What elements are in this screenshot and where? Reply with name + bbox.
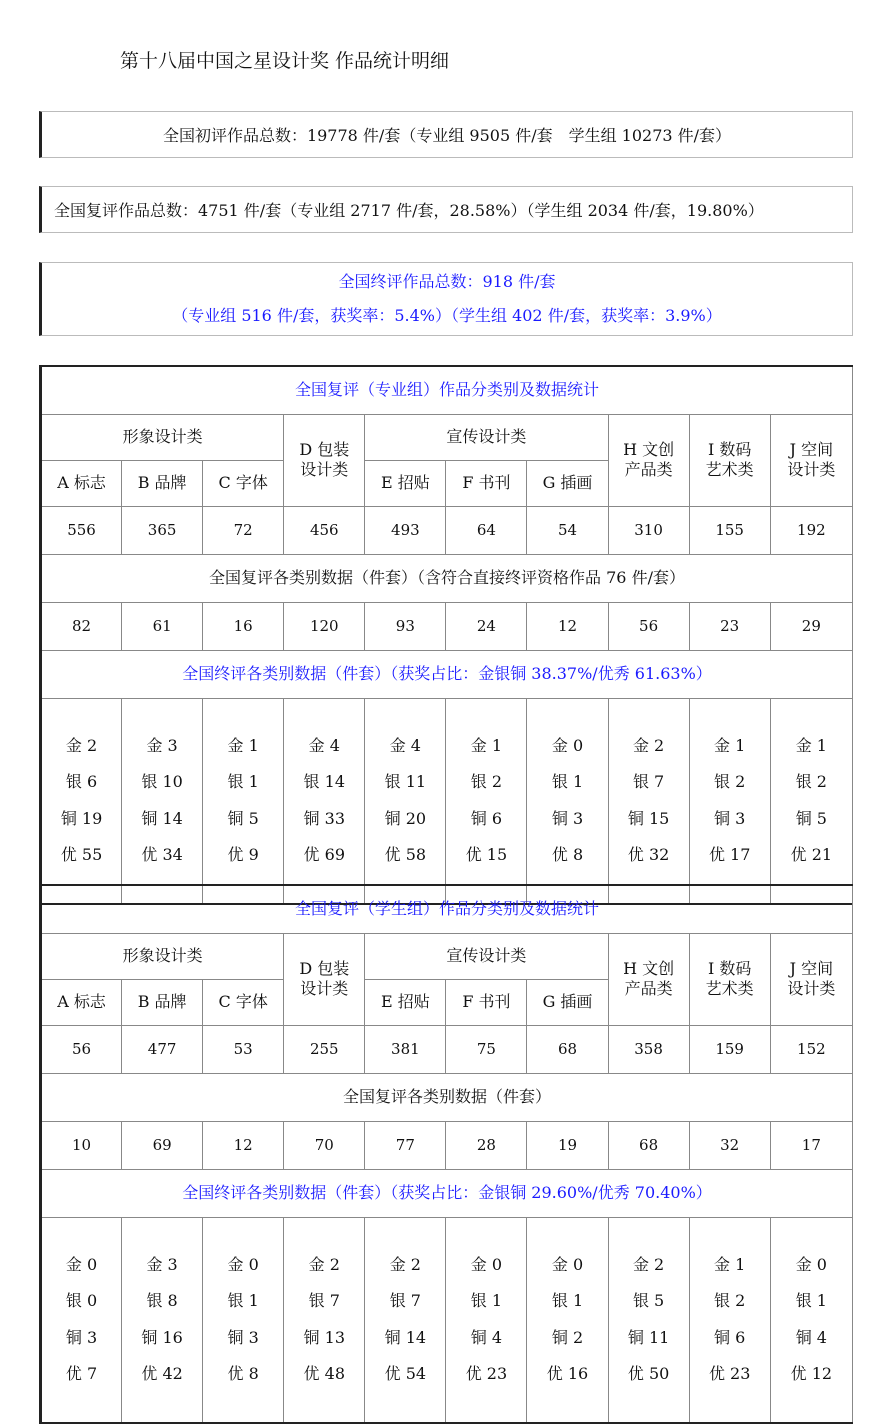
award-count: 优 23 xyxy=(708,1364,751,1383)
value-cell: 29 xyxy=(770,602,852,650)
award-count: 优 15 xyxy=(465,845,508,864)
award-count: 银 2 xyxy=(714,1291,746,1310)
award-count: 金 1 xyxy=(714,1254,746,1274)
value-cell: 77 xyxy=(365,1121,446,1169)
award-count: 铜 11 xyxy=(627,1327,670,1347)
award-count: 银 1 xyxy=(795,1291,827,1310)
value-cell: 381 xyxy=(365,1025,446,1073)
pro-final-header: 全国终评各类别数据（件套）（获奖占比：金银铜 38.37%/优秀 61.63%） xyxy=(41,650,853,698)
award-cell xyxy=(203,698,284,904)
award-count: 优 69 xyxy=(303,845,345,864)
value-cell: 358 xyxy=(608,1025,689,1073)
value-cell: 32 xyxy=(689,1121,770,1169)
value-cell: 310 xyxy=(608,506,689,554)
award-count: 银 2 xyxy=(795,772,827,791)
cat-f: F 书刊 xyxy=(446,460,527,506)
stu-initial-values-row xyxy=(41,1025,853,1073)
award-count: 金 2 xyxy=(389,1254,421,1274)
final-total-line1: 全国终评作品总数：918 件/套 xyxy=(338,272,556,291)
cat-f: F 书刊 xyxy=(446,979,527,1025)
stu-table-header: 全国复评（学生组）作品分类别及数据统计 xyxy=(41,885,853,933)
review-total-text: 全国复评作品总数：4751 件/套（专业组 2717 件/套，28.58%）（学生组 2034 件/套，19.80%） xyxy=(54,201,764,220)
award-count: 金 2 xyxy=(632,735,665,755)
award-count: 金 0 xyxy=(551,735,584,755)
value-cell: 17 xyxy=(770,1121,852,1169)
pro-table-header: 全国复评（专业组）作品分类别及数据统计 xyxy=(41,366,853,414)
value-cell: 68 xyxy=(527,1025,608,1073)
value-cell: 61 xyxy=(122,602,203,650)
initial-total-text: 全国初评作品总数：19778 件/套（专业组 9505 件/套 学生组 10273 件/套） xyxy=(162,126,732,145)
award-cell xyxy=(41,698,122,904)
award-count: 优 23 xyxy=(465,1364,508,1383)
value-cell: 12 xyxy=(527,602,608,650)
award-count: 优 54 xyxy=(384,1364,427,1383)
award-cell xyxy=(203,1217,284,1423)
cat-c: C 字体 xyxy=(203,460,284,506)
award-cell xyxy=(689,698,770,904)
award-count: 金 0 xyxy=(795,1254,827,1274)
cat-j: J 空间 设计类 xyxy=(770,414,852,506)
award-count: 金 1 xyxy=(795,735,827,755)
award-count: 优 9 xyxy=(227,845,259,864)
award-count: 金 2 xyxy=(632,1254,665,1274)
award-count: 银 7 xyxy=(308,1291,340,1310)
review-total-box xyxy=(39,186,853,233)
award-count: 银 5 xyxy=(632,1291,665,1310)
cat-a: A 标志 xyxy=(41,460,122,506)
award-count: 铜 4 xyxy=(470,1327,503,1347)
award-count: 铜 2 xyxy=(551,1327,584,1347)
cat-h: H 文创 产品类 xyxy=(608,933,689,1025)
award-count: 铜 3 xyxy=(227,1327,259,1347)
cat-g: G 插画 xyxy=(527,979,608,1025)
award-count: 金 1 xyxy=(470,735,503,755)
award-count: 铜 15 xyxy=(627,808,670,828)
award-count: 优 8 xyxy=(551,845,584,864)
award-cell xyxy=(608,1217,689,1423)
award-count: 金 0 xyxy=(227,1254,259,1274)
award-count: 铜 33 xyxy=(303,808,345,828)
award-cell xyxy=(365,698,446,904)
award-cell xyxy=(770,698,852,904)
pro-initial-values-row xyxy=(41,506,853,554)
final-total-line2: （专业组 516 件/套，获奖率：5.4%）（学生组 402 件/套，获奖率：3.9%） xyxy=(172,306,722,325)
award-cell xyxy=(284,698,365,904)
value-cell: 23 xyxy=(689,602,770,650)
value-cell: 82 xyxy=(41,602,122,650)
value-cell: 56 xyxy=(41,1025,122,1073)
award-count: 银 10 xyxy=(141,772,183,791)
value-cell: 159 xyxy=(689,1025,770,1073)
value-cell: 477 xyxy=(122,1025,203,1073)
award-cell xyxy=(446,698,527,904)
cat-group-promo: 宣传设计类 xyxy=(365,933,608,979)
award-count: 银 1 xyxy=(551,1291,584,1310)
award-count: 银 7 xyxy=(389,1291,421,1310)
award-count: 金 1 xyxy=(227,735,259,755)
award-count: 银 7 xyxy=(632,772,665,791)
award-cell xyxy=(122,698,203,904)
value-cell: 72 xyxy=(203,506,284,554)
award-count: 银 1 xyxy=(551,772,584,791)
cat-i: I 数码 艺术类 xyxy=(689,414,770,506)
award-count: 铜 13 xyxy=(303,1327,345,1347)
award-cell xyxy=(770,1217,852,1423)
value-cell: 365 xyxy=(122,506,203,554)
award-cell xyxy=(122,1217,203,1423)
pro-awards-row xyxy=(41,698,853,904)
cat-e: E 招贴 xyxy=(365,979,446,1025)
value-cell: 493 xyxy=(365,506,446,554)
final-total-box xyxy=(39,262,853,336)
value-cell: 56 xyxy=(608,602,689,650)
award-cell xyxy=(446,1217,527,1423)
cat-d: D 包装 设计类 xyxy=(284,414,365,506)
award-count: 铜 6 xyxy=(470,808,503,828)
award-count: 优 17 xyxy=(708,845,751,864)
value-cell: 70 xyxy=(284,1121,365,1169)
stu-stats-table xyxy=(39,884,853,1424)
value-cell: 93 xyxy=(365,602,446,650)
award-count: 优 16 xyxy=(546,1364,589,1383)
award-count: 银 1 xyxy=(470,1291,503,1310)
cat-group-image: 形象设计类 xyxy=(41,414,284,460)
award-count: 金 4 xyxy=(308,735,340,755)
value-cell: 120 xyxy=(284,602,365,650)
award-cell xyxy=(527,698,608,904)
award-cell xyxy=(689,1217,770,1423)
stu-final-header: 全国终评各类别数据（件套）（获奖占比：金银铜 29.60%/优秀 70.40%） xyxy=(41,1169,853,1217)
award-cell xyxy=(284,1217,365,1423)
award-count: 银 8 xyxy=(146,1291,178,1310)
pro-stats-table xyxy=(39,365,853,905)
value-cell: 24 xyxy=(446,602,527,650)
cat-a: A 标志 xyxy=(41,979,122,1025)
award-count: 优 42 xyxy=(141,1364,183,1383)
award-count: 优 32 xyxy=(627,845,670,864)
award-count: 铜 3 xyxy=(551,808,584,828)
award-count: 金 2 xyxy=(308,1254,340,1274)
award-count: 优 48 xyxy=(303,1364,345,1383)
award-count: 铜 5 xyxy=(795,808,827,828)
initial-total-box xyxy=(39,111,853,158)
page-title: 第十八届中国之星设计奖 作品统计明细 xyxy=(120,50,450,72)
award-count: 优 34 xyxy=(141,845,183,864)
award-count: 银 11 xyxy=(384,772,427,791)
award-count: 铜 16 xyxy=(141,1327,183,1347)
value-cell: 556 xyxy=(41,506,122,554)
value-cell: 68 xyxy=(608,1121,689,1169)
value-cell: 64 xyxy=(446,506,527,554)
value-cell: 16 xyxy=(203,602,284,650)
value-cell: 456 xyxy=(284,506,365,554)
award-count: 银 1 xyxy=(227,772,259,791)
award-cell xyxy=(365,1217,446,1423)
cat-group-image: 形象设计类 xyxy=(41,933,284,979)
cat-i: I 数码 艺术类 xyxy=(689,933,770,1025)
cat-g: G 插画 xyxy=(527,460,608,506)
award-count: 铜 19 xyxy=(60,808,103,828)
cat-j: J 空间 设计类 xyxy=(770,933,852,1025)
award-cell xyxy=(41,1217,122,1423)
award-count: 金 0 xyxy=(551,1254,584,1274)
award-count: 银 2 xyxy=(714,772,746,791)
award-count: 银 1 xyxy=(227,1291,259,1310)
award-cell xyxy=(608,698,689,904)
pro-review-values-row xyxy=(41,602,853,650)
cat-h: H 文创 产品类 xyxy=(608,414,689,506)
cat-b: B 品牌 xyxy=(122,460,203,506)
award-count: 优 50 xyxy=(627,1364,670,1383)
cat-e: E 招贴 xyxy=(365,460,446,506)
stu-review-header: 全国复评各类别数据（件套） xyxy=(41,1073,853,1121)
value-cell: 19 xyxy=(527,1121,608,1169)
award-count: 铜 14 xyxy=(384,1327,427,1347)
award-count: 银 2 xyxy=(470,772,503,791)
award-count: 铜 3 xyxy=(714,808,746,828)
value-cell: 10 xyxy=(41,1121,122,1169)
award-count: 铜 20 xyxy=(384,808,427,828)
award-count: 优 7 xyxy=(65,1364,98,1383)
cat-d: D 包装 设计类 xyxy=(284,933,365,1025)
cat-group-promo: 宣传设计类 xyxy=(365,414,608,460)
award-count: 金 3 xyxy=(146,735,178,755)
value-cell: 255 xyxy=(284,1025,365,1073)
award-count: 优 58 xyxy=(384,845,427,864)
award-cell xyxy=(527,1217,608,1423)
award-count: 优 12 xyxy=(790,1364,833,1383)
value-cell: 28 xyxy=(446,1121,527,1169)
stu-awards-row xyxy=(41,1217,853,1423)
value-cell: 69 xyxy=(122,1121,203,1169)
value-cell: 192 xyxy=(770,506,852,554)
value-cell: 75 xyxy=(446,1025,527,1073)
award-count: 优 21 xyxy=(790,845,833,864)
award-count: 金 0 xyxy=(65,1254,98,1274)
value-cell: 155 xyxy=(689,506,770,554)
value-cell: 53 xyxy=(203,1025,284,1073)
award-count: 金 3 xyxy=(146,1254,178,1274)
award-count: 金 0 xyxy=(470,1254,503,1274)
award-count: 金 2 xyxy=(65,735,98,755)
value-cell: 152 xyxy=(770,1025,852,1073)
award-count: 优 8 xyxy=(227,1364,259,1383)
cat-c: C 字体 xyxy=(203,979,284,1025)
award-count: 铜 3 xyxy=(65,1327,98,1347)
award-count: 铜 5 xyxy=(227,808,259,828)
stu-review-values-row xyxy=(41,1121,853,1169)
award-count: 银 6 xyxy=(65,772,98,791)
cat-b: B 品牌 xyxy=(122,979,203,1025)
value-cell: 12 xyxy=(203,1121,284,1169)
award-count: 铜 6 xyxy=(714,1327,746,1347)
award-count: 铜 4 xyxy=(795,1327,827,1347)
value-cell: 54 xyxy=(527,506,608,554)
award-count: 金 1 xyxy=(714,735,746,755)
pro-review-header: 全国复评各类别数据（件套）（含符合直接终评资格作品 76 件/套） xyxy=(41,554,853,602)
award-count: 银 14 xyxy=(303,772,345,791)
award-count: 优 55 xyxy=(60,845,103,864)
award-count: 铜 14 xyxy=(141,808,183,828)
award-count: 银 0 xyxy=(65,1291,98,1310)
award-count: 金 4 xyxy=(389,735,421,755)
